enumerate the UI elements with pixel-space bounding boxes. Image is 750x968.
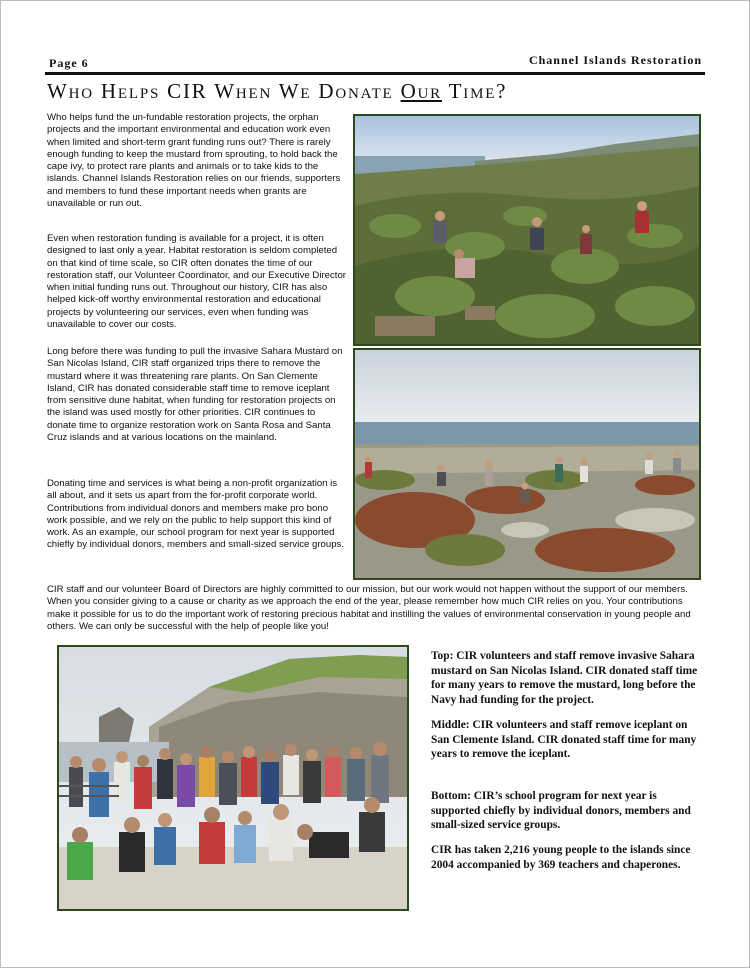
title-emphasis: Our (400, 79, 442, 103)
paragraph-4: Donating time and services is what being a non-profit organization is all about, and it sets us apart from the for-profit corporate world. Contributions from individual donors and members make pro bono work possible, and we rely on the public to help support this kind of work. As an example, our school program for next year is supported chiefly by individual donors, members and small-sized service groups. (47, 478, 345, 551)
newsletter-name: Channel Islands Restoration (528, 53, 702, 67)
paragraph-3: Long before there was funding to pull the invasive Sahara Mustard on San Nicolas Island, CIR staff organized trips there to remove the mustard where it was threatening rare plants. On San Clemente Island, CIR has donated considerable staff time to remove iceplant from sensitive dune habitat, when funding for restoration projects on the island was used mostly for other priorities. CIR continues to donate time to organize restoration work on Santa Rosa and Santa Cruz islands and at various locations on the mainland. (47, 346, 343, 444)
header-rule (45, 72, 705, 75)
title-part-2: Time? (441, 79, 508, 103)
photo-mustard-removal (353, 114, 701, 346)
photo-school-group (57, 645, 409, 911)
photo-iceplant-removal (353, 348, 701, 580)
caption-middle: Middle: CIR volunteers and staff remove iceplant on San Clemente Island. CIR donated staff time for many years to remove the iceplant. (431, 719, 697, 761)
article-title (47, 79, 507, 104)
paragraph-2: Even when restoration funding is available for a project, it is often designed to last only a year. Habitat restoration is seldom completed on that kind of time scale, so CIR often donates the time of our restoration staff, our Volunteer Coordinator, and our Executive Director when initial funding runs out. Throughout our history, CIR has also helped kick-off worthy environmental restoration and educational projects by volunteering our services, even when funding was unavailable to cover our costs. (47, 233, 346, 331)
paragraph-1: Who helps fund the un-fundable restoration projects, the orphan projects and the important environmental and education work even when limited and short-term grant funding runs out? There is rarely enough funding to keep the mustard from sprouting, to hold back the cape ivy, to protect rare plants and animals or to take kids to the islands. Channel Islands Restoration relies on our friends, supporters and members to fund these important needs when grants are unavailable or run out. (47, 112, 341, 210)
page-number: Page 6 (49, 56, 89, 70)
paragraph-5: CIR staff and our volunteer Board of Directors are highly committed to our mission, but our work would not happen without the support of our members. When you consider giving to a cause or charity as we approach the end of the year, please remember how much CIR relies on you. Your contributions make it possible for us to do the important work of restoring precious habitat and instilling the values of environmental conservation in young people and others. We can only be successful with the help of people like you! (47, 584, 691, 632)
caption-top: Top: CIR volunteers and staff remove invasive Sahara mustard on San Nicolas Island. CIR donated staff time for many years to remove the mustard, long before the Navy had funding for the project. (431, 650, 698, 706)
caption-bottom: Bottom: CIR’s school program for next year is supported chiefly by individual donors, members and small-sized service groups. (431, 790, 691, 832)
caption-statistic: CIR has taken 2,216 young people to the islands since 2004 accompanied by 369 teachers and chaperones. (431, 844, 691, 871)
title-part-1: Who Helps CIR When We Donate (47, 79, 401, 103)
